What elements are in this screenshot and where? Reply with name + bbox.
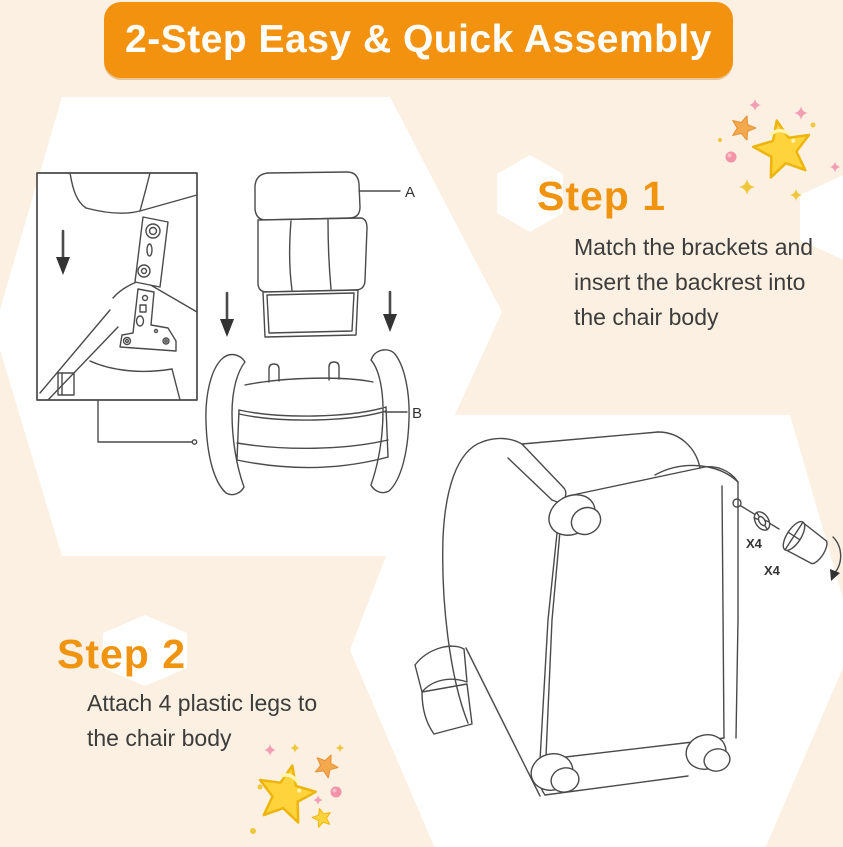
chair-body-label-b: B [412, 405, 423, 422]
yellow-dot-icon [811, 123, 816, 128]
yellow-dot-icon [258, 785, 263, 790]
star-cluster-bottom [240, 738, 395, 847]
step-2-line-2: the chair body [87, 725, 232, 751]
small-star-icon [310, 806, 333, 828]
inset-leader-line [98, 400, 197, 444]
step-1-heading: Step 1 [537, 173, 667, 219]
backrest-label-a: A [405, 184, 416, 201]
chair-underside-body [415, 432, 738, 796]
page-title: 2-Step Easy & Quick Assembly [125, 18, 712, 61]
step-1-line-1: Match the brackets and [574, 234, 814, 260]
yellow-dot-icon [250, 828, 256, 834]
bottom-right-leg [682, 730, 732, 774]
small-star-icon [312, 750, 342, 779]
title-banner [104, 2, 733, 78]
chair-body-part [206, 350, 409, 495]
leg-quantity-label: X4 [764, 563, 780, 578]
rotation-arrow-icon [830, 537, 841, 581]
star-cluster-top-right [700, 92, 843, 217]
step-1-line-3: the chair body [574, 304, 719, 330]
small-star-icon [728, 112, 758, 141]
attached-leg [542, 487, 605, 543]
step-1-description [574, 230, 813, 335]
leg-mounting-hole [733, 499, 741, 507]
bracket-detail-diagram [30, 165, 210, 455]
down-arrow-icon [220, 293, 234, 337]
pink-dot-icon [331, 787, 342, 798]
down-arrow-icon [383, 292, 397, 332]
step-2-heading: Step 2 [57, 631, 187, 677]
plastic-leg-icon [779, 518, 832, 568]
washer-quantity-label: X4 [746, 536, 762, 551]
big-star-icon [749, 115, 816, 180]
step-1-line-2: insert the backrest into [574, 269, 806, 295]
pink-dot-icon [726, 152, 737, 163]
sparkle-yellow-icon [739, 179, 802, 201]
step-2-line-1: Attach 4 plastic legs to [87, 690, 318, 716]
big-star-icon [253, 760, 320, 825]
leg-attachment-diagram [400, 420, 843, 820]
backrest-part [255, 172, 367, 337]
bracket-detail-inset-box [37, 173, 197, 400]
yellow-dot-icon [718, 138, 722, 142]
washer-icon [751, 509, 773, 533]
sparkle-yellow-icon [290, 743, 344, 753]
